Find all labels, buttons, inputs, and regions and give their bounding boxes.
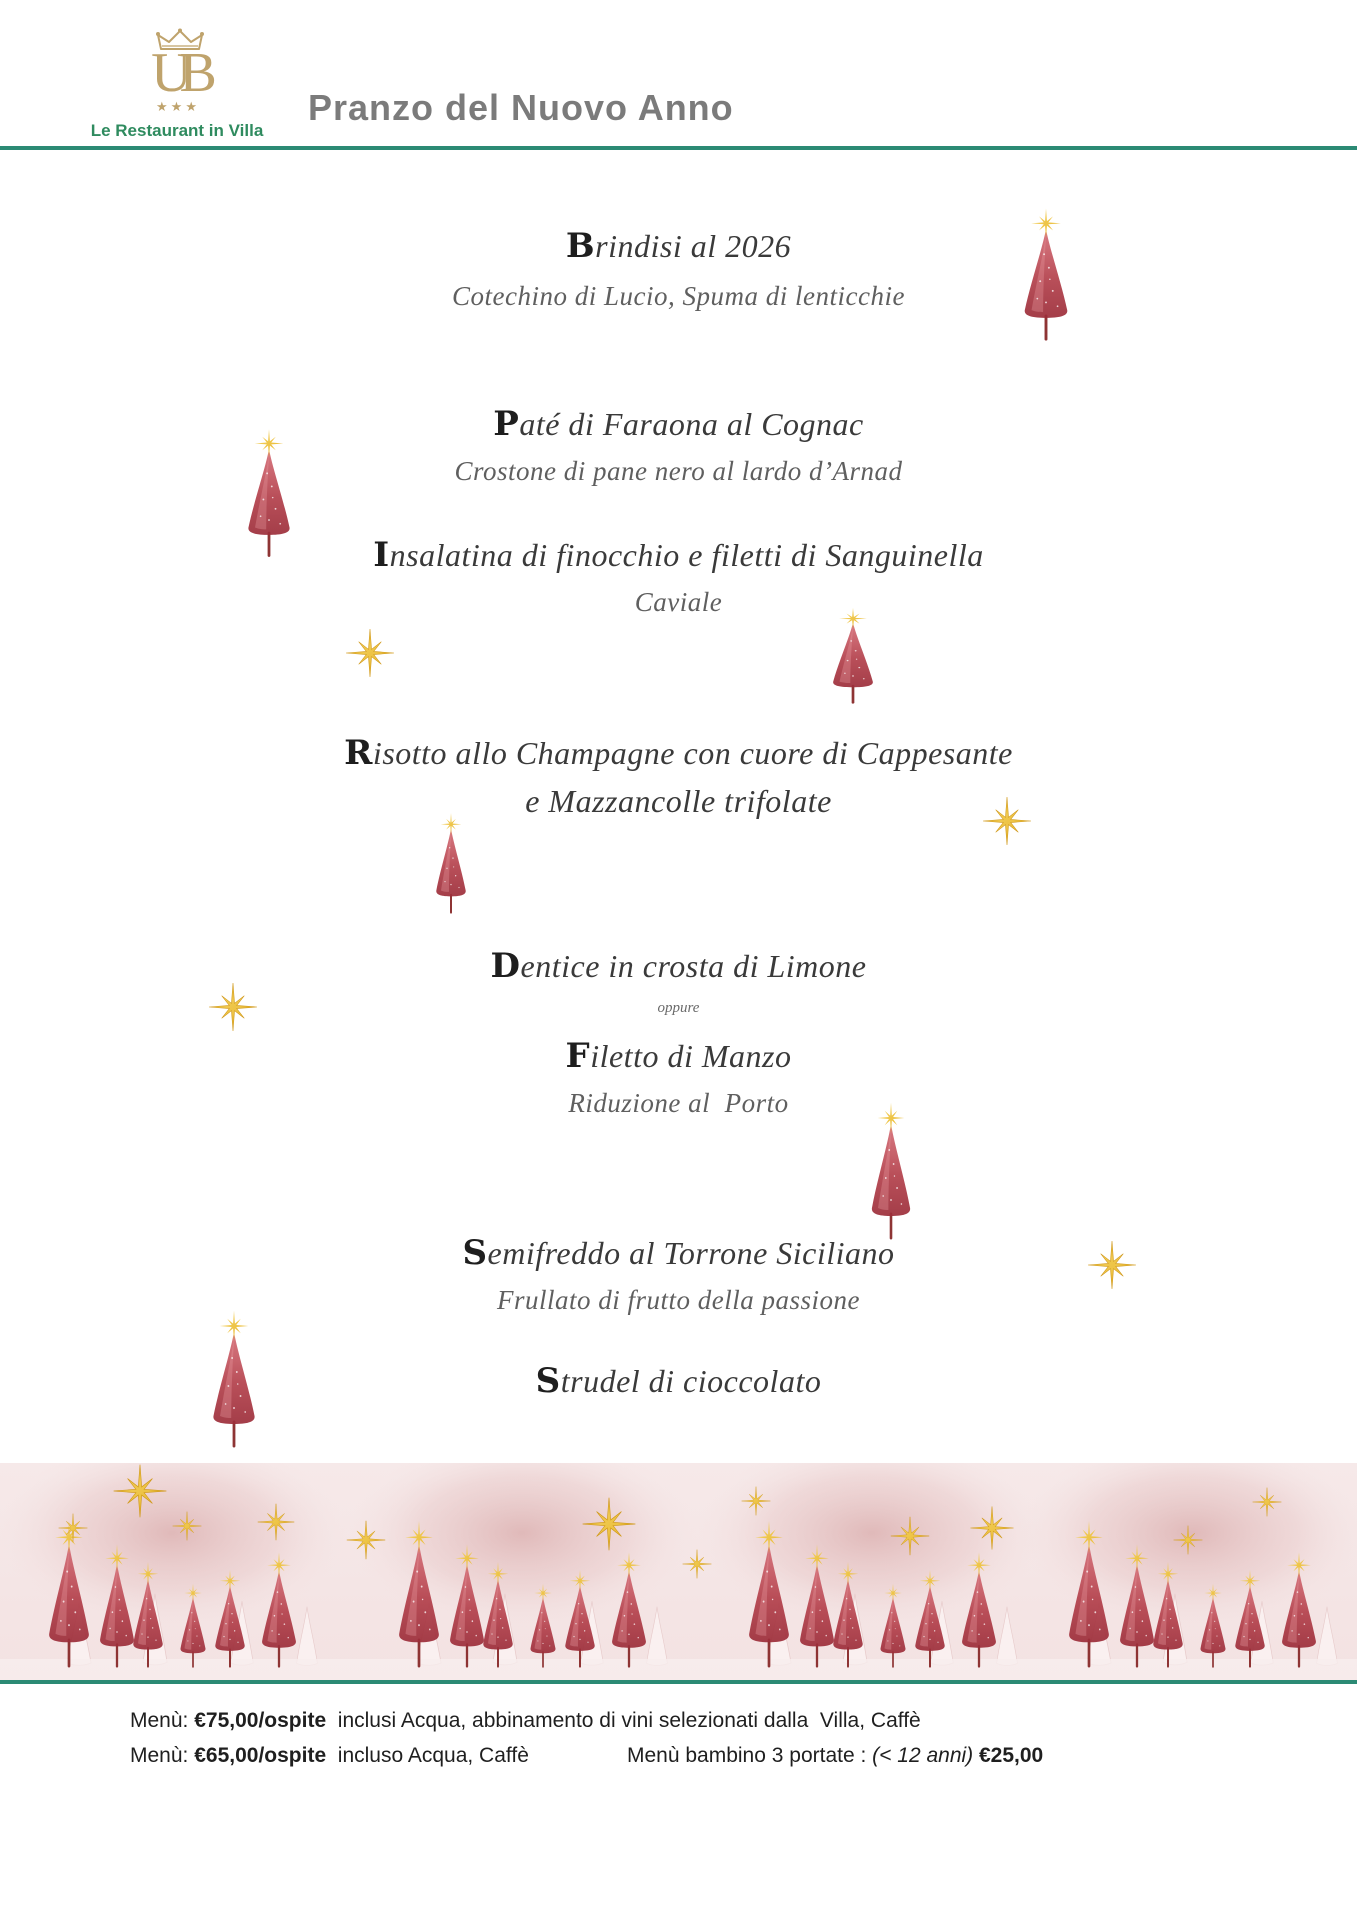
course-description: Riduzione al Porto — [568, 1088, 789, 1118]
logo-monogram: UB — [151, 42, 205, 104]
restaurant-name: Le Restaurant in Villa — [90, 121, 264, 140]
kids-age-limit: (< 12 anni) — [872, 1744, 974, 1767]
kids-menu-price: €25,00 — [979, 1744, 1044, 1767]
kids-menu-line — [627, 1742, 1043, 1770]
drop-cap-initial: R — [344, 733, 373, 773]
menu-price-line — [130, 1742, 529, 1770]
course-title: Dentice in crosta di Limone — [490, 946, 867, 986]
menu-price: €75,00/ospite — [194, 1709, 327, 1732]
logo-stars: ★★★ — [156, 100, 200, 115]
drop-cap-initial: P — [493, 404, 520, 444]
drop-cap-initial: B — [565, 226, 596, 266]
course-title: Risotto allo Champagne con cuore di Cappesante — [344, 733, 1013, 773]
banner-snow — [0, 1659, 1357, 1680]
course-description: Crostone di pane nero al lardo d’Arnad — [454, 456, 903, 486]
christmas-trees-banner — [0, 1463, 1357, 1680]
menu-includes: incluso Acqua, Caffè — [337, 1744, 529, 1767]
course-title: Strudel di cioccolato — [535, 1361, 822, 1401]
christmas-tree-icon — [826, 606, 880, 704]
course-title: Insalatina di finocchio e filetti di Sanguinella — [373, 535, 984, 575]
course-title-continued: e Mazzancolle trifolate — [525, 783, 832, 819]
drop-cap-initial: S — [462, 1233, 488, 1273]
menu-price: €65,00/ospite — [194, 1744, 327, 1767]
course-description: Frullato di frutto della passione — [496, 1285, 860, 1315]
drop-cap-initial: F — [565, 1036, 591, 1076]
course-description: Cotechino di Lucio, Spuma di lenticchie — [452, 281, 905, 311]
course-title: Filetto di Manzo — [565, 1036, 792, 1076]
course-title: Brindisi al 2026 — [565, 226, 792, 266]
course-title: Paté di Faraona al Cognac — [493, 404, 864, 444]
drop-cap-initial: S — [535, 1361, 561, 1401]
footer-divider — [0, 1680, 1357, 1684]
kids-menu-label: Menù bambino 3 portate : — [627, 1744, 867, 1767]
course-description: Caviale — [634, 587, 723, 617]
star-icon — [345, 628, 395, 678]
menu-label: Menù: — [130, 1744, 189, 1767]
menu-label: Menù: — [130, 1709, 189, 1732]
page-title: Pranzo del Nuovo Anno — [308, 87, 734, 128]
drop-cap-initial: I — [373, 535, 390, 575]
header-divider — [0, 146, 1357, 150]
course-title: Semifreddo al Torrone Siciliano — [462, 1233, 895, 1273]
menu-price-line — [130, 1707, 921, 1735]
drop-cap-initial: D — [490, 946, 521, 986]
alternative-separator: oppure — [657, 1000, 700, 1016]
christmas-tree-icon — [431, 811, 471, 914]
menu-includes: inclusi Acqua, abbinamento di vini selezionati dalla Villa, Caffè — [337, 1709, 921, 1732]
christmas-tree-icon — [865, 1100, 917, 1240]
